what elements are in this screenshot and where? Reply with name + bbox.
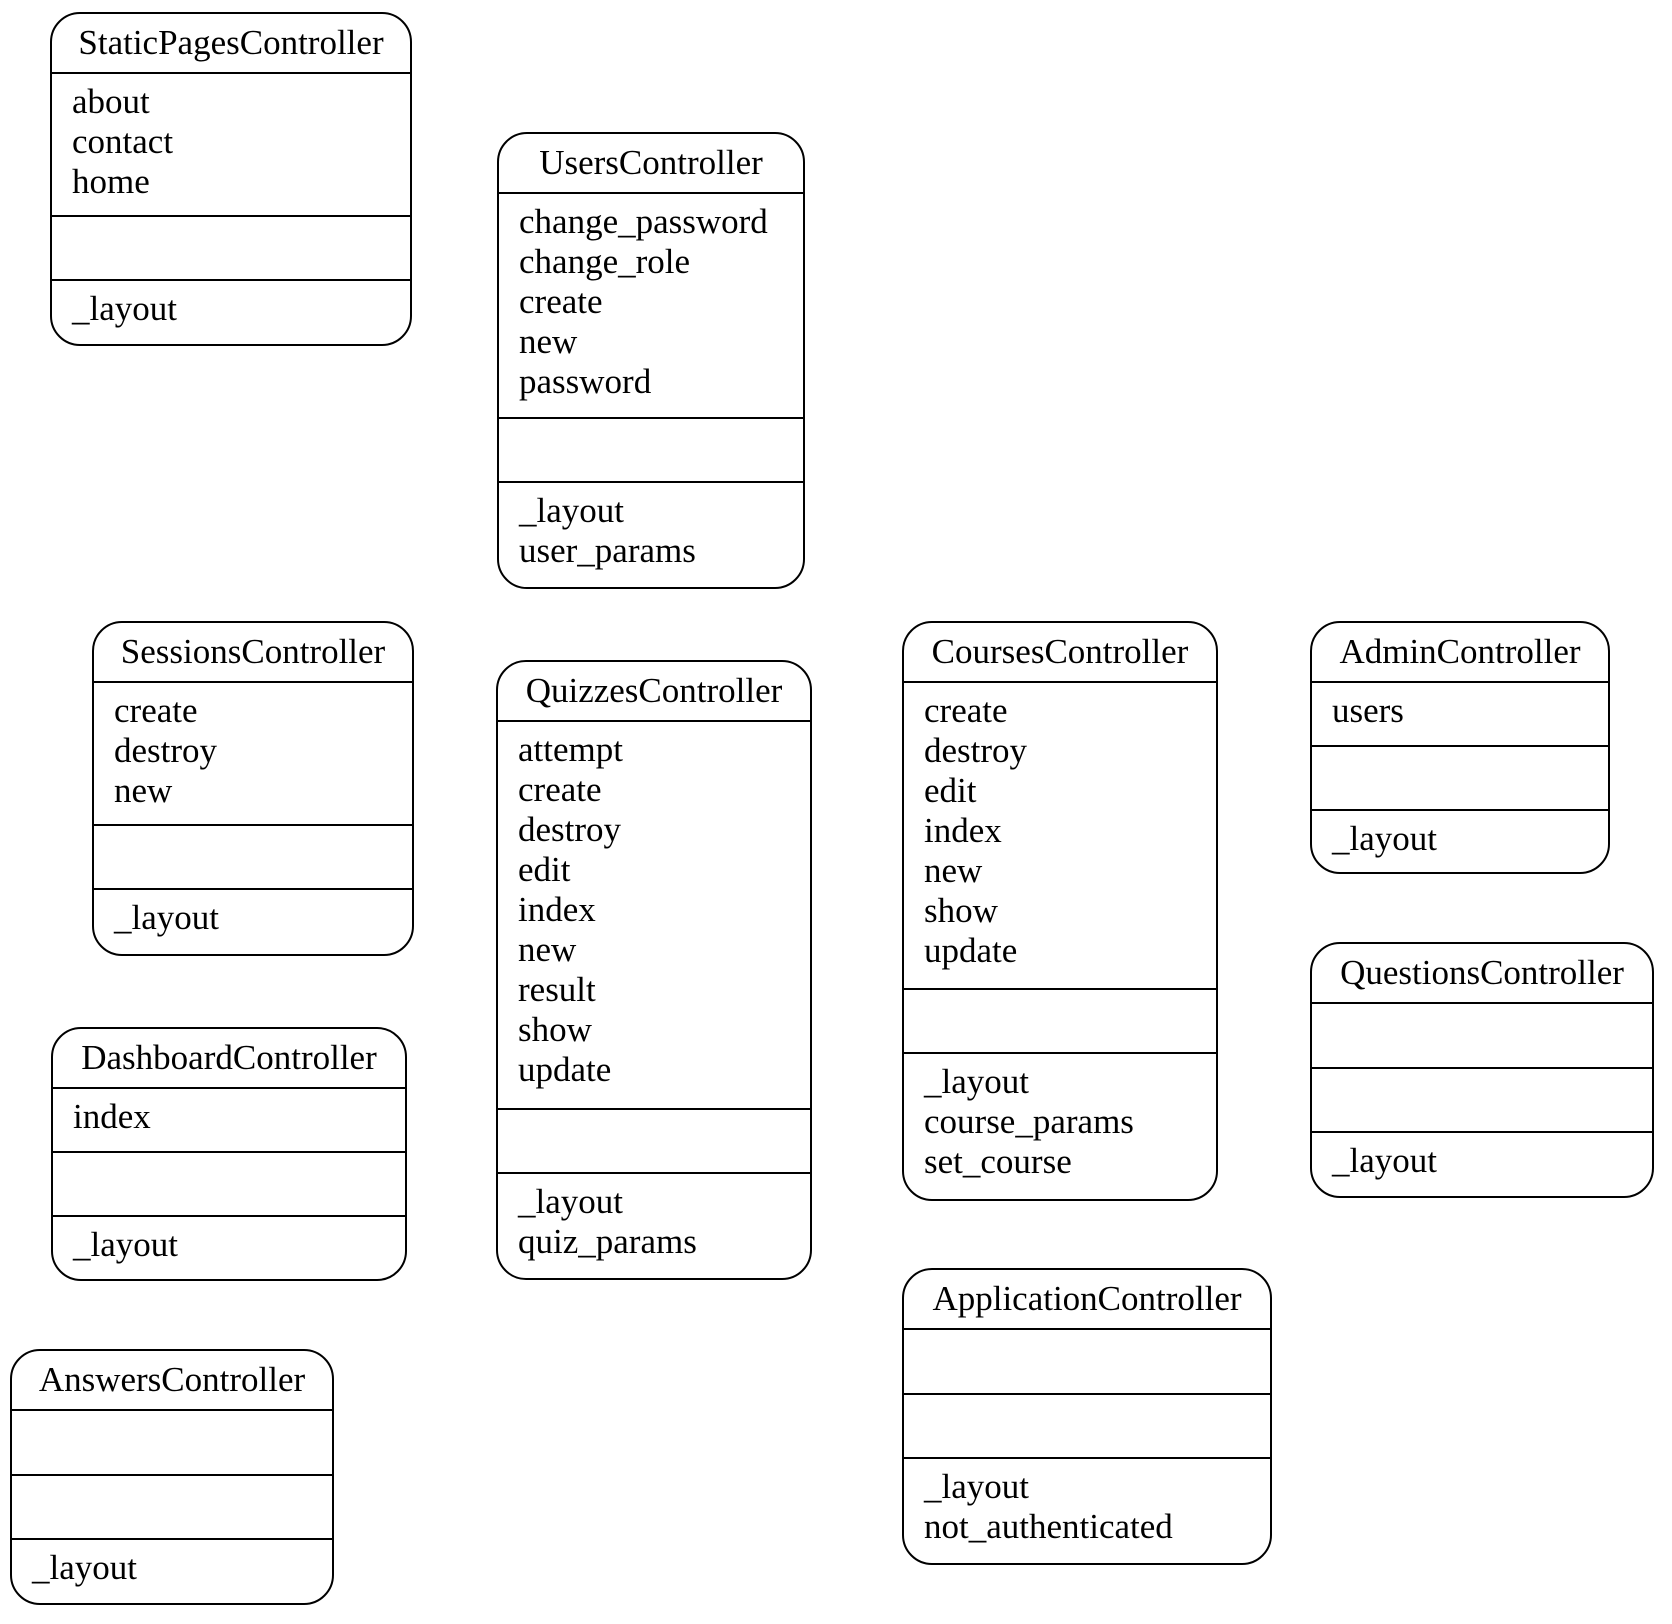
action-item: new (924, 851, 983, 890)
node-title: UsersController (499, 134, 803, 194)
private-item: _layout (924, 1062, 1029, 1101)
action-item: home (72, 162, 150, 201)
node-title: CoursesController (904, 623, 1216, 683)
actions-section (12, 1411, 332, 1476)
private-section (53, 1217, 405, 1281)
actions-section (499, 194, 803, 419)
quizzes-controller-node (496, 660, 812, 1280)
private-item: _layout (518, 1182, 623, 1221)
node-title: StaticPagesController (52, 14, 410, 74)
action-item: change_password (519, 202, 768, 241)
action-item: password (519, 362, 652, 401)
action-item: show (924, 891, 998, 930)
node-title: AnswersController (12, 1351, 332, 1411)
action-item: edit (924, 771, 977, 810)
node-title: QuestionsController (1312, 944, 1652, 1004)
private-item: set_course (924, 1142, 1072, 1181)
private-item: _layout (72, 289, 177, 328)
action-item: destroy (518, 810, 622, 849)
private-section (904, 1459, 1270, 1563)
node-title: DashboardController (53, 1029, 405, 1089)
actions-section (94, 683, 412, 826)
private-section (1312, 1133, 1652, 1197)
empty-section (12, 1476, 332, 1540)
empty-section (53, 1153, 405, 1217)
private-item: quiz_params (518, 1222, 697, 1261)
empty-section (1312, 1069, 1652, 1133)
action-item: users (1332, 691, 1404, 730)
users-controller-node (497, 132, 805, 589)
action-item: create (518, 770, 602, 809)
empty-section (904, 1395, 1270, 1459)
private-section (12, 1540, 332, 1604)
empty-section (52, 217, 410, 281)
empty-section (1312, 747, 1608, 811)
action-item: new (519, 322, 578, 361)
node-title: QuizzesController (498, 662, 810, 722)
action-item: about (72, 82, 150, 121)
action-item: contact (72, 122, 174, 161)
action-item: new (518, 930, 577, 969)
action-item: index (924, 811, 1002, 850)
actions-section (1312, 1004, 1652, 1069)
courses-controller-node (902, 621, 1218, 1201)
actions-section (52, 74, 410, 217)
actions-section (498, 722, 810, 1110)
private-section (498, 1174, 810, 1278)
private-item: _layout (924, 1467, 1029, 1506)
actions-section (904, 683, 1216, 990)
action-item: index (518, 890, 596, 929)
action-item: create (114, 691, 198, 730)
actions-section (53, 1089, 405, 1153)
node-title: AdminController (1312, 623, 1608, 683)
empty-section (498, 1110, 810, 1174)
private-section (94, 890, 412, 954)
private-item: course_params (924, 1102, 1134, 1141)
action-item: new (114, 771, 173, 810)
action-item: show (518, 1010, 592, 1049)
action-item: create (924, 691, 1008, 730)
actions-section (904, 1330, 1270, 1395)
action-item: create (519, 282, 603, 321)
private-item: not_authenticated (924, 1507, 1173, 1546)
actions-section (1312, 683, 1608, 747)
private-item: user_params (519, 531, 696, 570)
private-item: _layout (73, 1225, 178, 1264)
questions-controller-node (1310, 942, 1654, 1198)
private-item: _layout (519, 491, 624, 530)
action-item: destroy (924, 731, 1028, 770)
private-item: _layout (32, 1548, 137, 1587)
action-item: result (518, 970, 596, 1009)
node-title: ApplicationController (904, 1270, 1270, 1330)
private-section (904, 1054, 1216, 1199)
answers-controller-node (10, 1349, 334, 1605)
private-item: _layout (1332, 819, 1437, 858)
action-item: update (924, 931, 1018, 970)
private-section (499, 483, 803, 587)
node-title: SessionsController (94, 623, 412, 683)
action-item: update (518, 1050, 612, 1089)
action-item: edit (518, 850, 571, 889)
private-item: _layout (114, 898, 219, 937)
private-section (1312, 811, 1608, 874)
admin-controller-node (1310, 621, 1610, 874)
empty-section (94, 826, 412, 890)
sessions-controller-node (92, 621, 414, 956)
dashboard-controller-node (51, 1027, 407, 1281)
empty-section (499, 419, 803, 483)
application-controller-node (902, 1268, 1272, 1565)
static-pages-controller-node (50, 12, 412, 346)
action-item: attempt (518, 730, 623, 769)
action-item: destroy (114, 731, 218, 770)
action-item: index (73, 1097, 151, 1136)
empty-section (904, 990, 1216, 1054)
private-section (52, 281, 410, 345)
action-item: change_role (519, 242, 691, 281)
private-item: _layout (1332, 1141, 1437, 1180)
